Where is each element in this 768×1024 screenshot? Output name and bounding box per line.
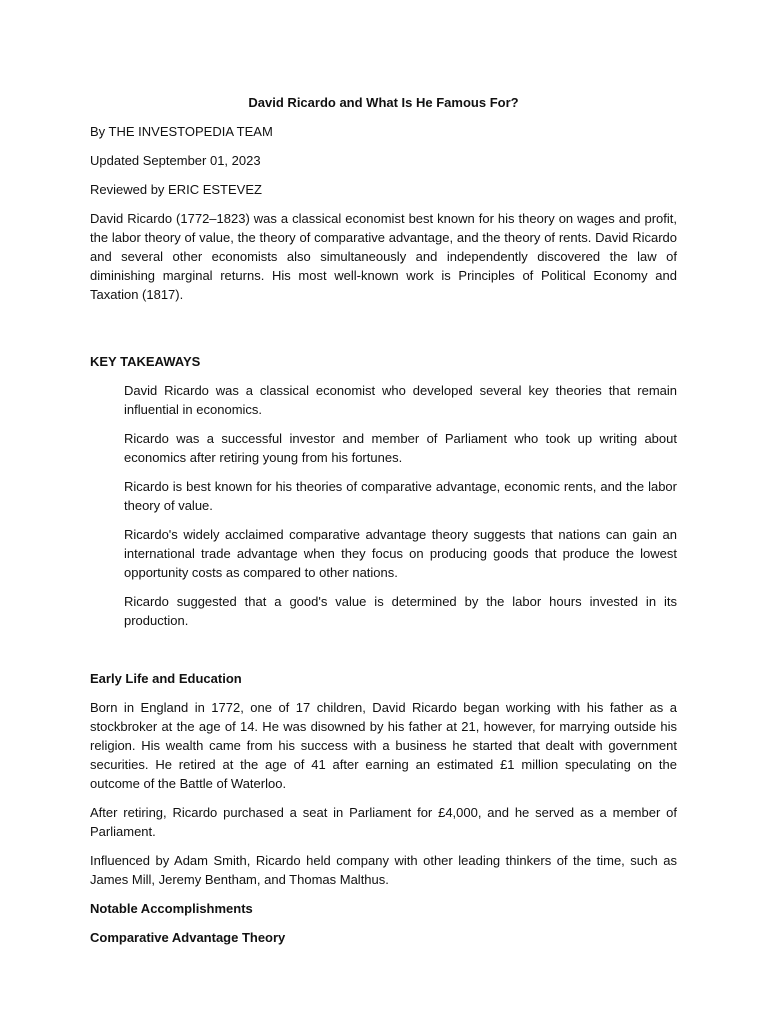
- takeaway-item: David Ricardo was a classical economist who developed several key theories that remain influential in economics.: [124, 383, 677, 417]
- comparative-advantage-heading: Comparative Advantage Theory: [90, 930, 286, 945]
- key-takeaways-list: [90, 381, 677, 630]
- takeaway-item: Ricardo is best known for his theories of comparative advantage, economic rents, and the labor theory of value.: [124, 479, 677, 513]
- reviewer: Reviewed by ERIC ESTEVEZ: [90, 182, 262, 197]
- takeaway-item: Ricardo was a successful investor and member of Parliament who took up writing about economics after retiring young from his fortunes.: [124, 431, 677, 465]
- document-page: [90, 93, 677, 947]
- takeaway-item: Ricardo's widely acclaimed comparative advantage theory suggests that nations can gain an international trade advantage when they focus on producing goods that produce the lowest opportunity costs as compared to other nations.: [124, 527, 677, 580]
- updated-date: Updated September 01, 2023: [90, 153, 261, 168]
- parliament-paragraph: After retiring, Ricardo purchased a seat in Parliament for £4,000, and he served as a member of Parliament.: [90, 805, 677, 839]
- intro-paragraph: David Ricardo (1772–1823) was a classical economist best known for his theory on wages and profit, the labor theory of value, the theory of comparative advantage, and the theory of rents. David Ricardo and several other economists also simultaneously and independently discovered the law of diminishing marginal returns. His most well-known work is Principles of Political Economy and Taxation (1817).: [90, 211, 677, 302]
- article-title: David Ricardo and What Is He Famous For?: [248, 95, 519, 110]
- early-life-heading: Early Life and Education: [90, 671, 242, 686]
- notable-accomplishments-heading: Notable Accomplishments: [90, 901, 253, 916]
- key-takeaways-heading: KEY TAKEAWAYS: [90, 354, 201, 369]
- byline: By THE INVESTOPEDIA TEAM: [90, 124, 273, 139]
- influences-paragraph: Influenced by Adam Smith, Ricardo held company with other leading thinkers of the time, such as James Mill, Jeremy Bentham, and Thomas Malthus.: [90, 853, 677, 887]
- takeaway-item: Ricardo suggested that a good's value is determined by the labor hours invested in its production.: [124, 594, 677, 628]
- early-life-paragraph: Born in England in 1772, one of 17 children, David Ricardo began working with his father as a stockbroker at the age of 14. He was disowned by his father at 21, however, for marrying outside his religion. His wealth came from his success with a business he started that dealt with government securities. He retired at the age of 41 after earning an estimated £1 million speculating on the outcome of the Battle of Waterloo.: [90, 700, 677, 791]
